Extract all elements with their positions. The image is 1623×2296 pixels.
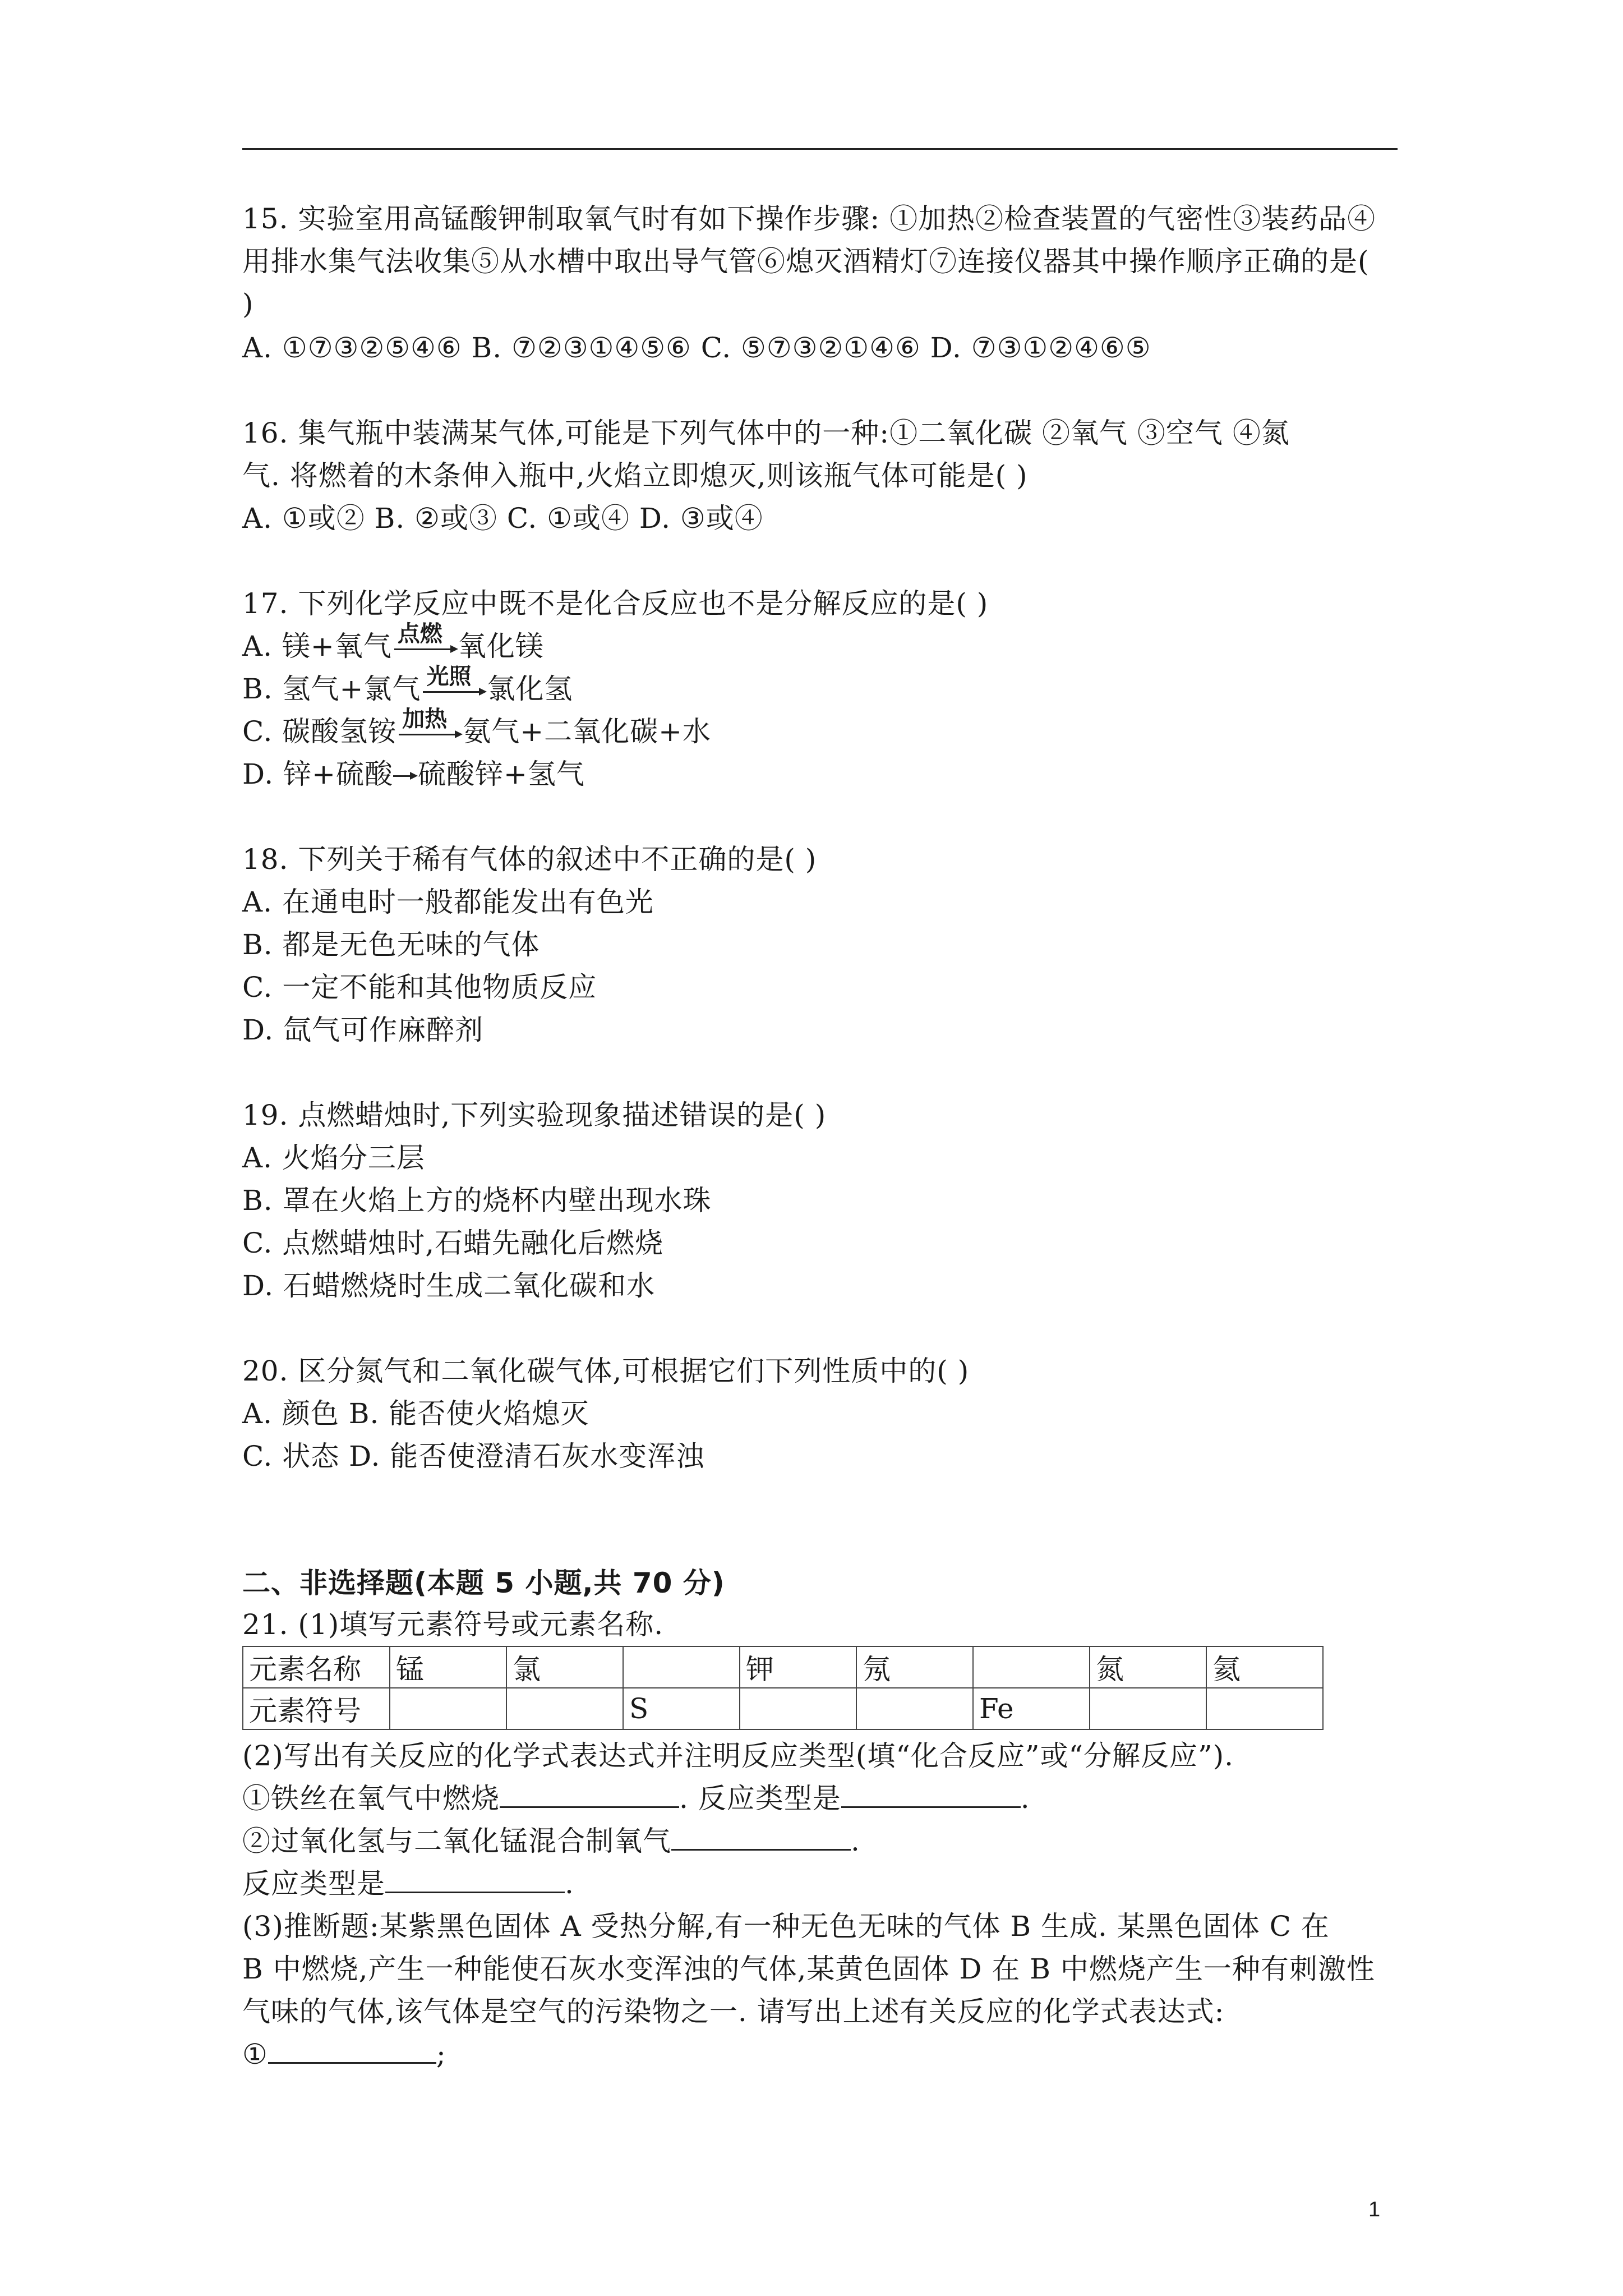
arrow-icon: [394, 648, 456, 650]
q17-stem: 17. 下列化学反应中既不是化合反应也不是分解反应的是( ): [242, 587, 989, 620]
answer-blank[interactable]: [385, 1862, 565, 1893]
q17-d-reactants: D. 锌+硫酸: [242, 758, 393, 790]
answer-blank[interactable]: [268, 2033, 436, 2064]
q17-option-c: [242, 706, 1398, 753]
item-text: .: [851, 1825, 860, 1857]
item-text: ①: [242, 2038, 268, 2070]
q21-item1: [242, 1777, 1398, 1820]
arrow-icon: [399, 734, 460, 735]
q21-part1: 21. (1)填写元素符号或元素名称.: [242, 1608, 664, 1641]
q17-d-products: 硫酸锌+氢气: [418, 758, 585, 790]
q18-option-a: A. 在通电时一般都能发出有色光: [242, 886, 654, 918]
page-number: 1: [1368, 2198, 1381, 2221]
table-cell: 氖: [856, 1646, 973, 1688]
arrow-icon: [393, 771, 418, 782]
table-cell: [856, 1688, 973, 1729]
section-title: 二、非选择题(本题 5 小题,共 70 分): [242, 1567, 725, 1599]
q21-part3-line2: B 中燃烧,产生一种能使石灰水变浑浊的气体,某黄色固体 D 在 B 中燃烧产生一种有刺激性: [242, 1953, 1375, 1985]
q17-c-reactants: C. 碳酸氢铵: [242, 715, 397, 748]
item-text: ;: [436, 2038, 446, 2070]
q15-line3: ): [242, 288, 254, 320]
table-cell: [623, 1646, 740, 1688]
q18-option-b: B. 都是无色无味的气体: [242, 928, 540, 961]
item-text: .: [565, 1867, 574, 1900]
table-cell: 氦: [1206, 1646, 1323, 1688]
table-cell: [740, 1688, 856, 1729]
table-row: [243, 1646, 1323, 1688]
q21-item2: [242, 1820, 1398, 1862]
condition-label: 点燃: [397, 621, 442, 647]
q21-item3: [242, 1862, 1398, 1905]
condition-label: 光照: [426, 664, 472, 689]
item-text: ①铁丝在氧气中燃烧: [242, 1782, 500, 1815]
q19-stem: 19. 点燃蜡烛时,下列实验现象描述错误的是( ): [242, 1099, 827, 1131]
element-table: [242, 1646, 1324, 1730]
q17-option-d: [242, 753, 1398, 795]
reaction-condition-arrow: [396, 706, 463, 751]
q18-stem: 18. 下列关于稀有气体的叙述中不正确的是( ): [242, 843, 817, 876]
q18-option-c: C. 一定不能和其他物质反应: [242, 971, 597, 1004]
q21-part2: (2)写出有关反应的化学式表达式并注明反应类型(填“化合反应”或“分解反应”).: [242, 1740, 1234, 1772]
table-cell: S: [623, 1688, 740, 1729]
table-cell: 元素符号: [243, 1688, 390, 1729]
q15-line1: 15. 实验室用高锰酸钾制取氧气时有如下操作步骤: ①加热②检查装置的气密性③装药品④: [242, 203, 1376, 235]
q16-line2: 气. 将燃着的木条伸入瓶中,火焰立即熄灭,则该瓶气体可能是( ): [242, 459, 1028, 492]
answer-blank[interactable]: [841, 1777, 1021, 1808]
answer-blank[interactable]: [671, 1820, 851, 1851]
item-text: ②过氧化氢与二氧化锰混合制氧气: [242, 1825, 671, 1857]
q15-options: A. ①⑦③②⑤④⑥ B. ⑦②③①④⑤⑥ C. ⑤⑦③②①④⑥ D. ⑦③①②④⑥⑤: [242, 332, 1151, 364]
condition-label: 加热: [402, 706, 448, 732]
q19-option-a: A. 火焰分三层: [242, 1142, 425, 1174]
table-cell: [1206, 1688, 1323, 1729]
q17-a-reactants: A. 镁+氧气: [242, 630, 392, 662]
header-rule: [242, 148, 1398, 150]
item-text: 反应类型是: [242, 1867, 385, 1900]
table-cell: 氮: [1090, 1646, 1206, 1688]
q16-options: A. ①或② B. ②或③ C. ①或④ D. ③或④: [242, 502, 763, 535]
q19-option-c: C. 点燃蜡烛时,石蜡先融化后燃烧: [242, 1227, 664, 1259]
table-cell: [1090, 1688, 1206, 1729]
answer-blank[interactable]: [500, 1777, 679, 1808]
table-cell: [390, 1688, 506, 1729]
q20-stem: 20. 区分氮气和二氧化碳气体,可根据它们下列性质中的( ): [242, 1355, 970, 1387]
item-text: .: [1020, 1782, 1030, 1815]
table-cell: 锰: [390, 1646, 506, 1688]
q21-part3-line3: 气味的气体,该气体是空气的污染物之一. 请写出上述有关反应的化学式表达式:: [242, 1995, 1225, 2028]
table-cell: 元素名称: [243, 1646, 390, 1688]
table-cell: [506, 1688, 623, 1729]
table-row: [243, 1688, 1323, 1729]
q21-part3-line1: (3)推断题:某紫黑色固体 A 受热分解,有一种无色无味的气体 B 生成. 某黑色固体 C 在: [242, 1910, 1330, 1943]
q15-line2: 用排水集气法收集⑤从水槽中取出导气管⑥熄灭酒精灯⑦连接仪器其中操作顺序正确的是(: [242, 245, 1370, 278]
q19-option-d: D. 石蜡燃烧时生成二氧化碳和水: [242, 1269, 656, 1302]
q20-options-cd: C. 状态 D. 能否使澄清石灰水变浑浊: [242, 1440, 705, 1473]
table-cell: 氯: [506, 1646, 623, 1688]
arrow-icon: [423, 691, 485, 693]
table-cell: [973, 1646, 1090, 1688]
q17-c-products: 氨气+二氧化碳+水: [463, 715, 712, 748]
table-cell: Fe: [973, 1688, 1090, 1729]
q17-option-a: [242, 621, 1398, 668]
q17-b-reactants: B. 氢气+氯气: [242, 673, 421, 705]
q20-options-ab: A. 颜色 B. 能否使火焰熄灭: [242, 1397, 589, 1430]
q18-option-d: D. 氙气可作麻醉剂: [242, 1014, 484, 1046]
q16-line1: 16. 集气瓶中装满某气体,可能是下列气体中的一种:①二氧化碳 ②氧气 ③空气 ④氮: [242, 417, 1290, 449]
item-text: . 反应类型是: [679, 1782, 841, 1815]
q19-option-b: B. 罩在火焰上方的烧杯内壁出现水珠: [242, 1184, 712, 1217]
q17-b-products: 氯化氢: [487, 673, 573, 705]
table-cell: 钾: [740, 1646, 856, 1688]
q17-a-products: 氧化镁: [458, 630, 544, 662]
q21-answer1: [242, 2033, 1398, 2076]
